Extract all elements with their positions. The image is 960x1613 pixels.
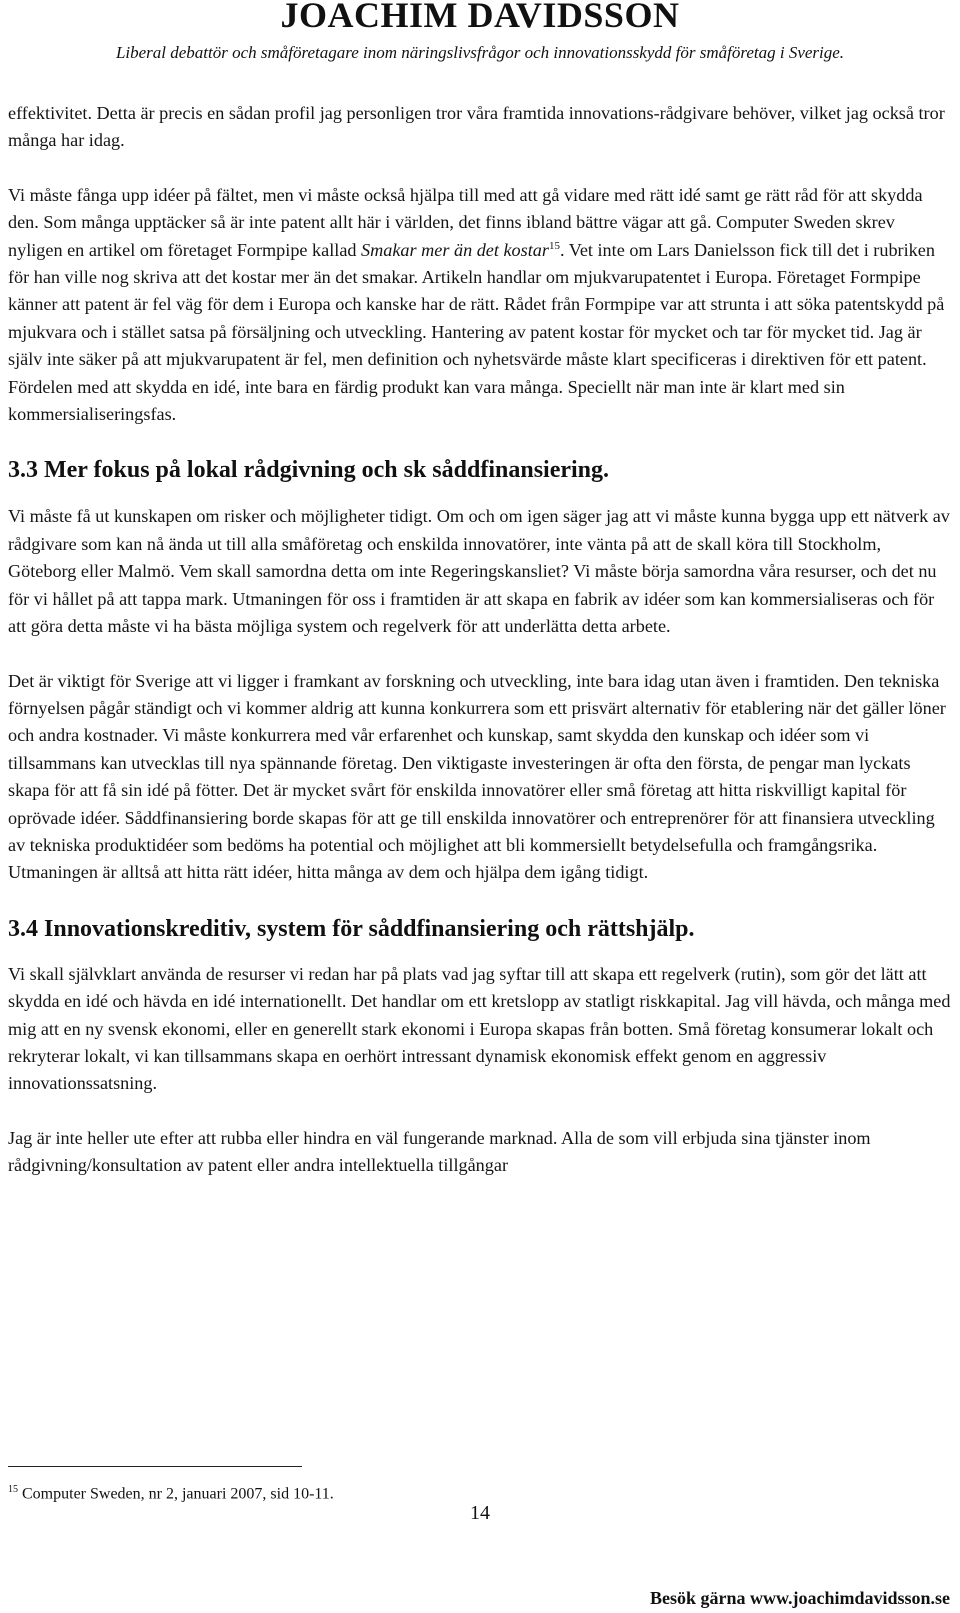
page-header <box>0 0 960 64</box>
paragraph-advisors: Vi måste få ut kunskapen om risker och möjligheter tidigt. Om och om igen säger jag att vi måste kunna bygga upp ett nätverk av rådgivare som kan nå ända ut till alla småföretag och enskilda innovatörer, inte vänta på att de skall köra till Stockholm, Göteborg eller Malmö. Vem skall samordna detta om inte Regeringskansliet? Vi måste börja samordna våra resurser, och det nu för vi hållet på att tappa mark. Utmaningen för oss i framtiden är att skapa en fabrik av idéer som kan kommersialiseras och för att göra detta måste vi ha bästa möjliga system och regelverk för att underlätta detta arbete. <box>8 506 950 637</box>
page-number: 14 <box>470 1502 490 1524</box>
paragraph-market: Jag är inte heller ute efter att rubba eller hindra en väl fungerande marknad. Alla de som vill erbjuda sina tjänster inom rådgivning/konsultation av patent eller andra intellektuella tillgångar <box>8 1127 871 1176</box>
section-heading-3-4: 3.4 Innovationskreditiv, system för såddfinansiering och rättshjälp. <box>8 915 695 942</box>
paragraph-research: Det är viktigt för Sverige att vi ligger i framkant av forskning och utveckling, inte bara idag utan även i framtiden. Den tekniska förnyelsen pågår ständigt och vi kommer aldrig att kunna konkurrera som ett prisvärt alternativ för etablering när det gäller löner och andra kostnader. Vi måste konkurrera med vår erfarenhet och kunskap, samt skydda den kunskap och idéer som vi tillsammans kan utvecklas till nya spännande företag. Den viktigaste investeringen är ofta den första, de pengar man lyckats skapa för att få sin idé på fötter. Det är mycket svårt för enskilda innovatörer eller små företag att hitta riskvilligt kapital för oprövade idéer. Såddfinansiering borde skapas för att ge till enskilda innovatörer och entreprenörer för att finansiera utveckling av tekniska produktidéer som bedöms ha potential och möjlighet att bli kommersiellt betydelsefulla och framgångsrika. Utmaningen är alltså att hitta rätt idéer, hitta många av dem och hjälpa dem igång tidigt. <box>8 670 946 883</box>
author-subtitle: Liberal debattör och småföretagare inom näringslivsfrågor och innovationsskydd för småföretag i Sverige. <box>115 43 845 62</box>
author-title: JOACHIM DAVIDSSON <box>280 0 680 35</box>
footnote-divider <box>8 1466 302 1467</box>
article-title-italic: Smakar mer än det kostar <box>361 239 549 260</box>
footnote <box>8 1480 334 1504</box>
footnote-text: Computer Sweden, nr 2, januari 2007, sid 10-11. <box>18 1485 334 1503</box>
paragraph-intro: effektivitet. Detta är precis en sådan profil jag personligen tror våra framtida innovations-rådgivare behöver, vilket jag också tror många har idag. <box>8 103 945 151</box>
footer-website-link[interactable]: Besök gärna www.joachimdavidsson.se <box>649 1588 950 1608</box>
section-heading-3-3: 3.3 Mer fokus på lokal rådgivning och sk såddfinansiering. <box>8 457 610 484</box>
paragraph-resources: Vi skall självklart använda de resurser vi redan har på plats vad jag syftar till att skapa ett regelverk (rutin), som gör det lätt att skydda en idé och hävda en idé internationellt. Det handlar om ett kretslopp av statligt riskkapital. Jag vill hävda, och många med mig att en ny svensk ekonomi, eller en generellt stark ekonomi i Europa skapas från botten. Små företag konsumerar lokalt och rekryterar lokalt, vi kan tillsammans skapa en oerhört intressant dynamisk ekonomisk effekt genom en aggressiv innovationssatsning. <box>8 963 951 1094</box>
paragraph-formpipe-text-a: Vi måste fånga upp idéer på fältet, men vi måste också hjälpa till med att gå vidare med rätt idé samt ge rätt råd för att skydda den. Som många upptäcker så är inte patent allt här i världen, det finns ibland bättre vägar att gå. Computer Sweden skrev nyligen en artikel om företaget Formpipe kallad <box>8 184 923 260</box>
footnote-number: 15 <box>8 1484 18 1495</box>
paragraph-formpipe <box>8 182 952 429</box>
footnote-reference[interactable]: 15 <box>548 239 560 252</box>
document-body <box>8 100 952 1180</box>
paragraph-formpipe-text-b: . Vet inte om Lars Danielsson fick till det i rubriken för han ville nog skriva att det kostar mer än det smakar. Artikeln handlar om mjukvarupatentet i Europa. Företaget Formpipe känner att patent är fel väg för dem i Europa och kanske har de rätt. Rådet från Formpipe var att strunta i att söka patentskydd på mjukvara och i stället satsa på försäljning och utveckling. Hantering av patent kostar för mycket och tar för mycket tid. Jag är själv inte säker på att mjukvarupatent är fel, men definition och nyhetsvärde måste klart specificeras i direktiven för ett patent. Fördelen med att skydda en idé, inte bara en färdig produkt kan vara många. Speciellt när man inte är klart med sin kommersialiseringsfas. <box>8 239 945 425</box>
